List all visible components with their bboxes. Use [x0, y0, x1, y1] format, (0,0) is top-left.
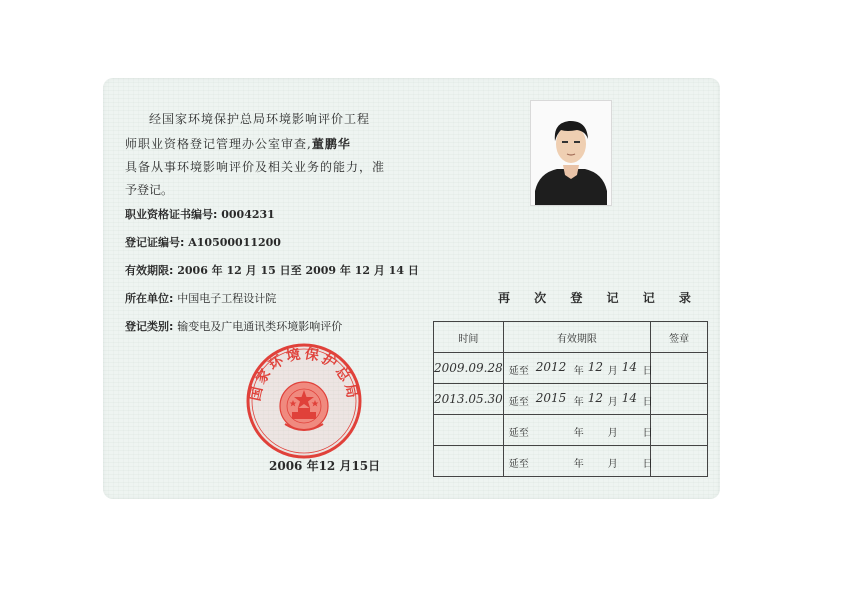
day-unit: 日	[642, 428, 653, 439]
national-emblem-icon	[280, 382, 328, 430]
seal-text: 国家环境保护总局	[247, 346, 361, 403]
row-seal	[651, 415, 708, 446]
official-seal	[245, 342, 363, 460]
validity-label: 有效期限:	[125, 264, 174, 277]
validity-row	[125, 262, 419, 278]
re-registration-table	[433, 321, 708, 477]
day-value: 14	[621, 391, 637, 405]
month-value: 12	[587, 391, 603, 405]
extend-label: 延至	[508, 366, 529, 377]
extend-label: 延至	[508, 459, 529, 470]
intro-line-1: 经国家环境保护总局环境影响评价工程	[149, 112, 371, 126]
cert-no-row	[125, 206, 275, 222]
day-unit: 日	[642, 459, 653, 470]
holder-name: 董鹏华	[311, 137, 351, 151]
category-value: 输变电及广电通讯类环境影响评价	[177, 320, 343, 333]
day-unit: 日	[642, 366, 653, 377]
reg-no-label: 登记证编号:	[125, 236, 185, 249]
cert-no-label: 职业资格证书编号:	[125, 208, 218, 221]
year-unit: 年	[573, 397, 584, 408]
table-header-row	[434, 322, 708, 353]
month-unit: 月	[607, 459, 618, 470]
issue-date: 2006 年12 月15日	[269, 459, 381, 473]
intro-line-2	[125, 135, 351, 152]
row-date: 2009.09.28	[434, 353, 504, 384]
row-validity	[503, 384, 653, 415]
header-seal: 签章	[651, 322, 708, 353]
unit-label: 所在单位:	[125, 292, 174, 305]
table-row	[434, 384, 708, 415]
header-time: 时间	[434, 322, 504, 353]
month-unit: 月	[607, 397, 618, 408]
reg-no-row	[125, 234, 281, 250]
year-unit: 年	[573, 366, 584, 377]
row-validity	[503, 446, 653, 477]
validity-value: 2006 年 12 月 15 日至 2009 年 12 月 14 日	[177, 264, 419, 277]
row-seal	[651, 446, 708, 477]
row-validity	[503, 415, 653, 446]
cert-no-value: 0004231	[221, 208, 275, 221]
intro-line-4: 予登记。	[125, 183, 174, 197]
day-value: 14	[621, 360, 637, 374]
month-value: 12	[587, 360, 603, 374]
row-validity	[503, 353, 653, 384]
extend-label: 延至	[508, 397, 529, 408]
table-row	[434, 446, 708, 477]
month-unit: 月	[607, 428, 618, 439]
row-date: 2013.05.30	[434, 384, 504, 415]
intro-line-3: 具备从事环境影响评价及相关业务的能力，准	[125, 160, 386, 174]
row-seal	[651, 384, 708, 415]
month-unit: 月	[607, 366, 618, 377]
year-value: 2015	[535, 391, 567, 405]
portrait-icon	[531, 101, 611, 205]
category-label: 登记类别:	[125, 320, 174, 333]
unit-row	[125, 290, 276, 306]
intro-line-2-prefix: 师职业资格登记管理办公室审查,	[125, 137, 312, 151]
row-seal	[651, 353, 708, 384]
year-unit: 年	[573, 428, 584, 439]
table-row	[434, 353, 708, 384]
holder-photo	[530, 100, 612, 206]
category-row	[125, 318, 342, 334]
unit-value: 中国电子工程设计院	[177, 292, 277, 305]
re-registration-title: 再 次 登 记 记 录	[498, 291, 701, 305]
reg-no-value: A10500011200	[188, 236, 281, 249]
certificate-card	[103, 78, 720, 499]
table-row	[434, 415, 708, 446]
year-unit: 年	[573, 459, 584, 470]
extend-label: 延至	[508, 428, 529, 439]
row-date	[434, 446, 504, 477]
year-value: 2012	[535, 360, 567, 374]
day-unit: 日	[642, 397, 653, 408]
row-date	[434, 415, 504, 446]
header-validity: 有效期限	[503, 322, 650, 353]
